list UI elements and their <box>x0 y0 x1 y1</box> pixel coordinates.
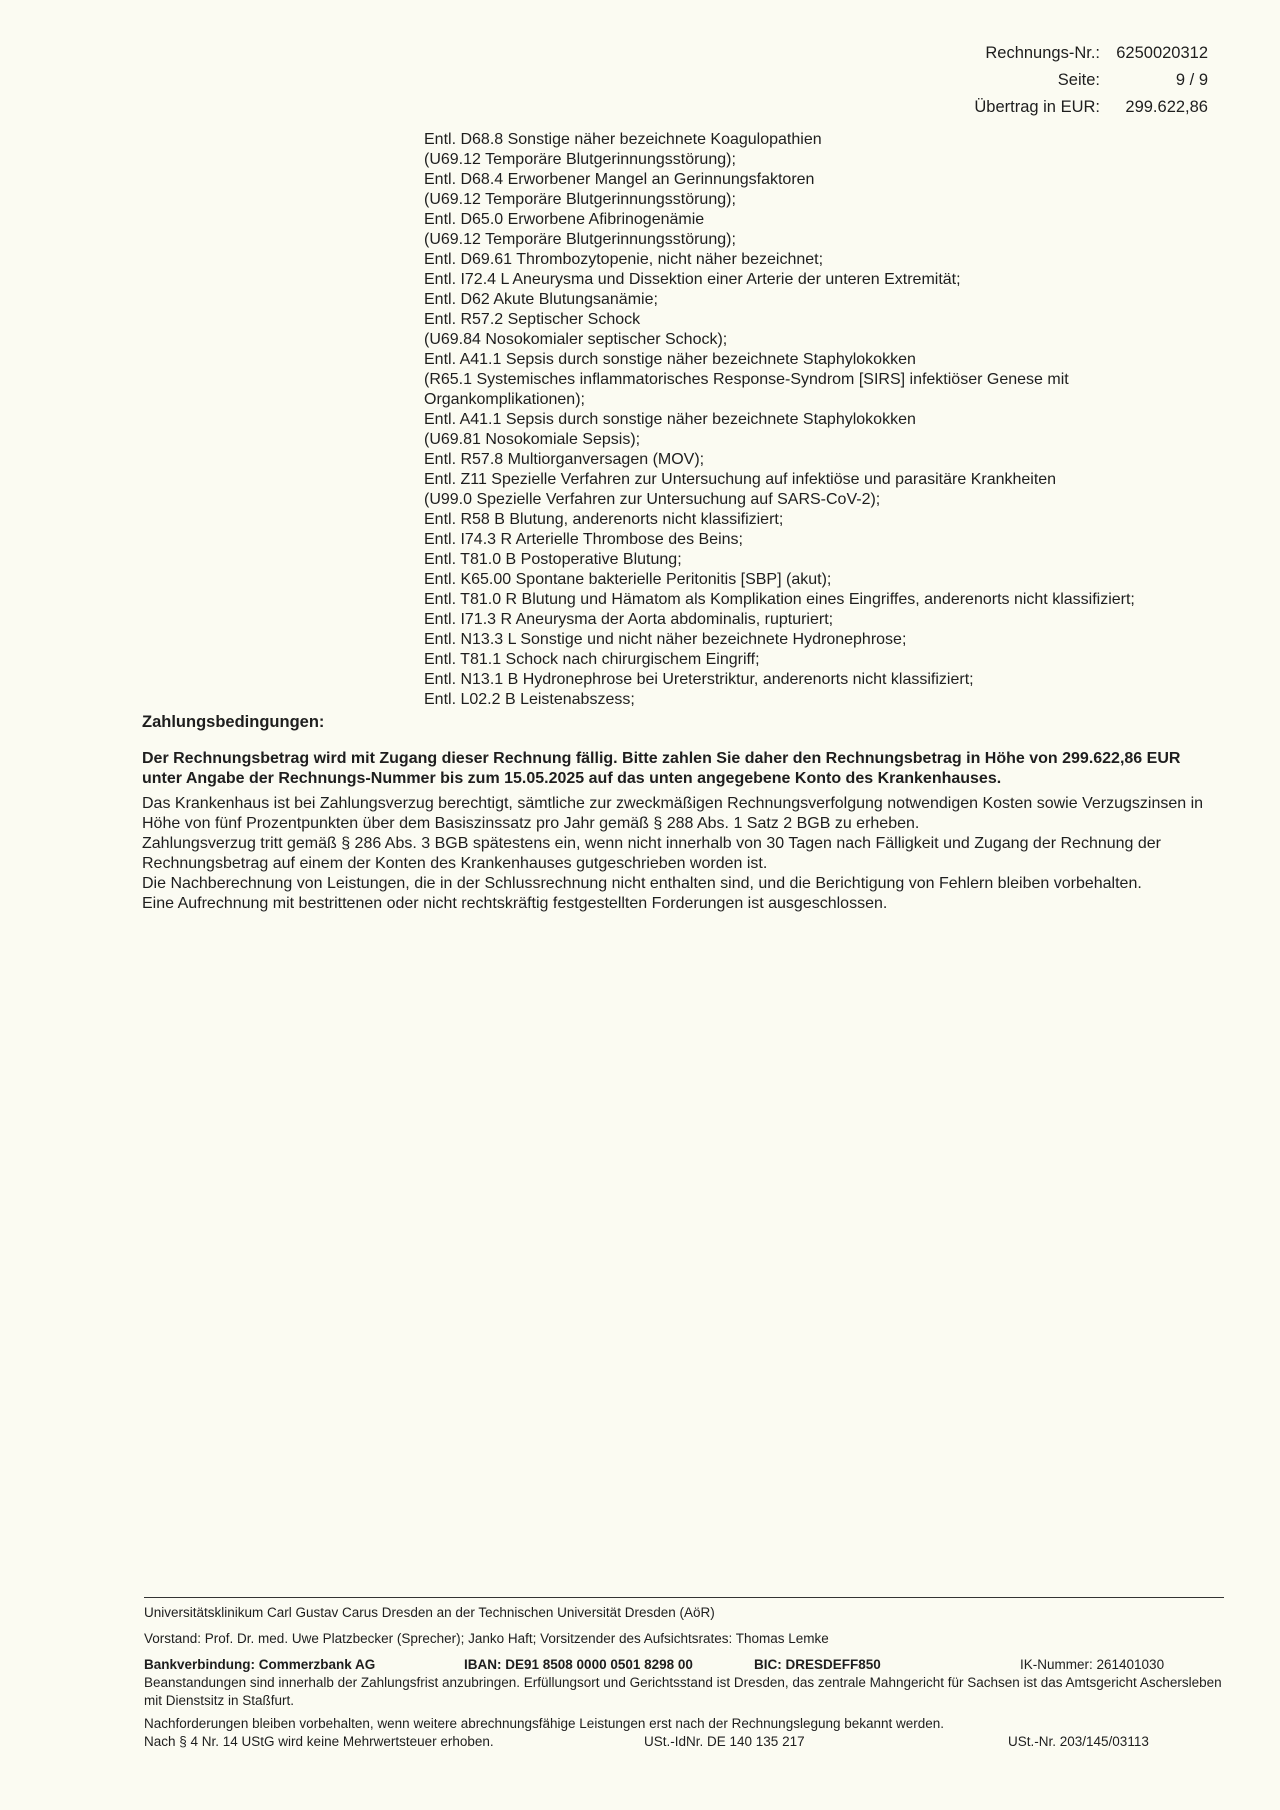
footer-board: Vorstand: Prof. Dr. med. Uwe Platzbecker (Sprecher); Janko Haft; Vorsitzender des Aufsichtsrates: Thomas Lemke <box>144 1631 829 1646</box>
payment-paragraph: Die Nachberechnung von Leistungen, die in der Schlussrechnung nicht enthalten sind, und die Berichtigung von Fehlern bleiben vorbehalten. <box>142 875 1142 892</box>
footer-ik-number: IK-Nummer: 261401030 <box>1020 1657 1165 1672</box>
page-number-row <box>848 67 1208 94</box>
carryover-row <box>848 94 1208 121</box>
diagnosis-line: Entl. D62 Akute Blutungsanämie; <box>424 291 658 308</box>
diagnosis-line: Entl. D68.4 Erworbener Mangel an Gerinnungsfaktoren <box>424 171 815 188</box>
carryover-label: Übertrag in EUR: <box>974 98 1100 116</box>
diagnosis-line: (R65.1 Systemisches inflammatorisches Response-Syndrom [SIRS] infektiöser Genese mit Organkomplikationen); <box>424 371 1069 408</box>
diagnosis-line: Entl. D65.0 Erworbene Afibrinogenämie <box>424 211 705 228</box>
footer-complaints: Beanstandungen sind innerhalb der Zahlungsfrist anzubringen. Erfüllungsort und Gerichtsstand ist Dresden, das zentrale Mahngericht für Sachsen ist das Amtsgericht Aschersleben mit Dienstsitz in Staßfurt. <box>144 1675 1222 1708</box>
footer-vat-note: Nach § 4 Nr. 14 UStG wird keine Mehrwertsteuer erhoben. <box>144 1734 494 1749</box>
footer-tax-number: USt.-Nr. 203/145/03113 <box>1008 1734 1149 1749</box>
diagnosis-line: Entl. L02.2 B Leistenabszess; <box>424 691 635 708</box>
invoice-number-label: Rechnungs-Nr.: <box>985 44 1100 62</box>
diagnosis-list <box>424 130 1224 710</box>
diagnosis-line: Entl. K65.00 Spontane bakterielle Peritonitis [SBP] (akut); <box>424 571 832 588</box>
diagnosis-line: (U69.12 Temporäre Blutgerinnungsstörung); <box>424 151 736 168</box>
footer-iban: IBAN: DE91 8508 0000 0501 8298 00 <box>464 1657 693 1672</box>
footer-divider <box>144 1597 1224 1598</box>
page-footer <box>144 1597 1224 1751</box>
diagnosis-line: Entl. A41.1 Sepsis durch sonstige näher bezeichnete Staphylokokken <box>424 411 916 428</box>
payment-terms-title: Zahlungsbedingungen: <box>142 713 325 731</box>
diagnosis-line: Entl. R57.2 Septischer Schock <box>424 311 641 328</box>
diagnosis-line: Entl. R58 B Blutung, anderenorts nicht klassifiziert; <box>424 511 784 528</box>
footer-bank-row <box>144 1656 1224 1674</box>
payment-paragraph: Zahlungsverzug tritt gemäß § 286 Abs. 3 BGB spätestens ein, wenn nicht innerhalb von 30 Tagen nach Fälligkeit und Zugang der Rechnung der Rechnungsbetrag auf einem der Konten des Krankenhauses gutgeschrieben worden ist. <box>142 835 1162 872</box>
payment-due-notice: Der Rechnungsbetrag wird mit Zugang dieser Rechnung fällig. Bitte zahlen Sie daher den Rechnungsbetrag in Höhe von 299.622,86 EUR unter Angabe der Rechnungs-Nummer bis zum 15.05.2025 auf das unten angegebene Konto des Krankenhauses. <box>142 750 1181 787</box>
diagnosis-line: Entl. N13.1 B Hydronephrose bei Ureterstriktur, anderenorts nicht klassifiziert; <box>424 671 974 688</box>
diagnosis-line: (U69.12 Temporäre Blutgerinnungsstörung); <box>424 231 736 248</box>
payment-terms <box>142 712 1222 914</box>
invoice-header <box>848 40 1208 121</box>
footer-institution: Universitätsklinikum Carl Gustav Carus Dresden an der Technischen Universität Dresden (AöR) <box>144 1605 715 1620</box>
footer-bank: Bankverbindung: Commerzbank AG <box>144 1657 376 1672</box>
diagnosis-line: Entl. I72.4 L Aneurysma und Dissektion einer Arterie der unteren Extremität; <box>424 271 961 288</box>
footer-vat-id: USt.-IdNr. DE 140 135 217 <box>644 1734 805 1749</box>
footer-bic: BIC: DRESDEFF850 <box>754 1657 881 1672</box>
diagnosis-line: Entl. I71.3 R Aneurysma der Aorta abdominalis, rupturiert; <box>424 611 834 628</box>
diagnosis-line: (U69.81 Nosokomiale Sepsis); <box>424 431 641 448</box>
page-number: 9 / 9 <box>1175 71 1208 89</box>
payment-paragraph: Eine Aufrechnung mit bestrittenen oder nicht rechtskräftig festgestellten Forderungen ist ausgeschlossen. <box>142 895 888 912</box>
diagnosis-line: Entl. I74.3 R Arterielle Thrombose des Beins; <box>424 531 743 548</box>
invoice-number: 6250020312 <box>1116 44 1208 62</box>
invoice-number-row <box>848 40 1208 67</box>
diagnosis-line: (U69.84 Nosokomialer septischer Schock); <box>424 331 728 348</box>
diagnosis-line: (U99.0 Spezielle Verfahren zur Untersuchung auf SARS-CoV-2); <box>424 491 881 508</box>
diagnosis-line: Entl. Z11 Spezielle Verfahren zur Untersuchung auf infektiöse und parasitäre Krankheiten <box>424 471 1057 488</box>
footer-tax-row <box>144 1733 1224 1751</box>
diagnosis-line: Entl. D69.61 Thrombozytopenie, nicht näher bezeichnet; <box>424 251 824 268</box>
diagnosis-line: Entl. T81.0 R Blutung und Hämatom als Komplikation eines Eingriffes, anderenorts nicht klassifiziert; <box>424 591 1135 608</box>
diagnosis-line: Entl. N13.3 L Sonstige und nicht näher bezeichnete Hydronephrose; <box>424 631 907 648</box>
diagnosis-line: Entl. T81.1 Schock nach chirurgischem Eingriff; <box>424 651 760 668</box>
diagnosis-line: (U69.12 Temporäre Blutgerinnungsstörung); <box>424 191 736 208</box>
page-number-label: Seite: <box>1057 71 1100 89</box>
footer-additional-claims: Nachforderungen bleiben vorbehalten, wenn weitere abrechnungsfähige Leistungen erst nach der Rechnungslegung bekannt werden. <box>144 1716 945 1731</box>
diagnosis-line: Entl. R57.8 Multiorganversagen (MOV); <box>424 451 705 468</box>
diagnosis-line: Entl. A41.1 Sepsis durch sonstige näher bezeichnete Staphylokokken <box>424 351 916 368</box>
carryover-amount: 299.622,86 <box>1125 98 1208 116</box>
diagnosis-line: Entl. D68.8 Sonstige näher bezeichnete Koagulopathien <box>424 131 822 148</box>
diagnosis-line: Entl. T81.0 B Postoperative Blutung; <box>424 551 682 568</box>
payment-paragraph: Das Krankenhaus ist bei Zahlungsverzug berechtigt, sämtliche zur zweckmäßigen Rechnungsverfolgung notwendigen Kosten sowie Verzugszinsen in Höhe von fünf Prozentpunkten über dem Basiszinssatz pro Jahr gemäß § 288 Abs. 1 Satz 2 BGB zu erheben. <box>142 795 1204 832</box>
